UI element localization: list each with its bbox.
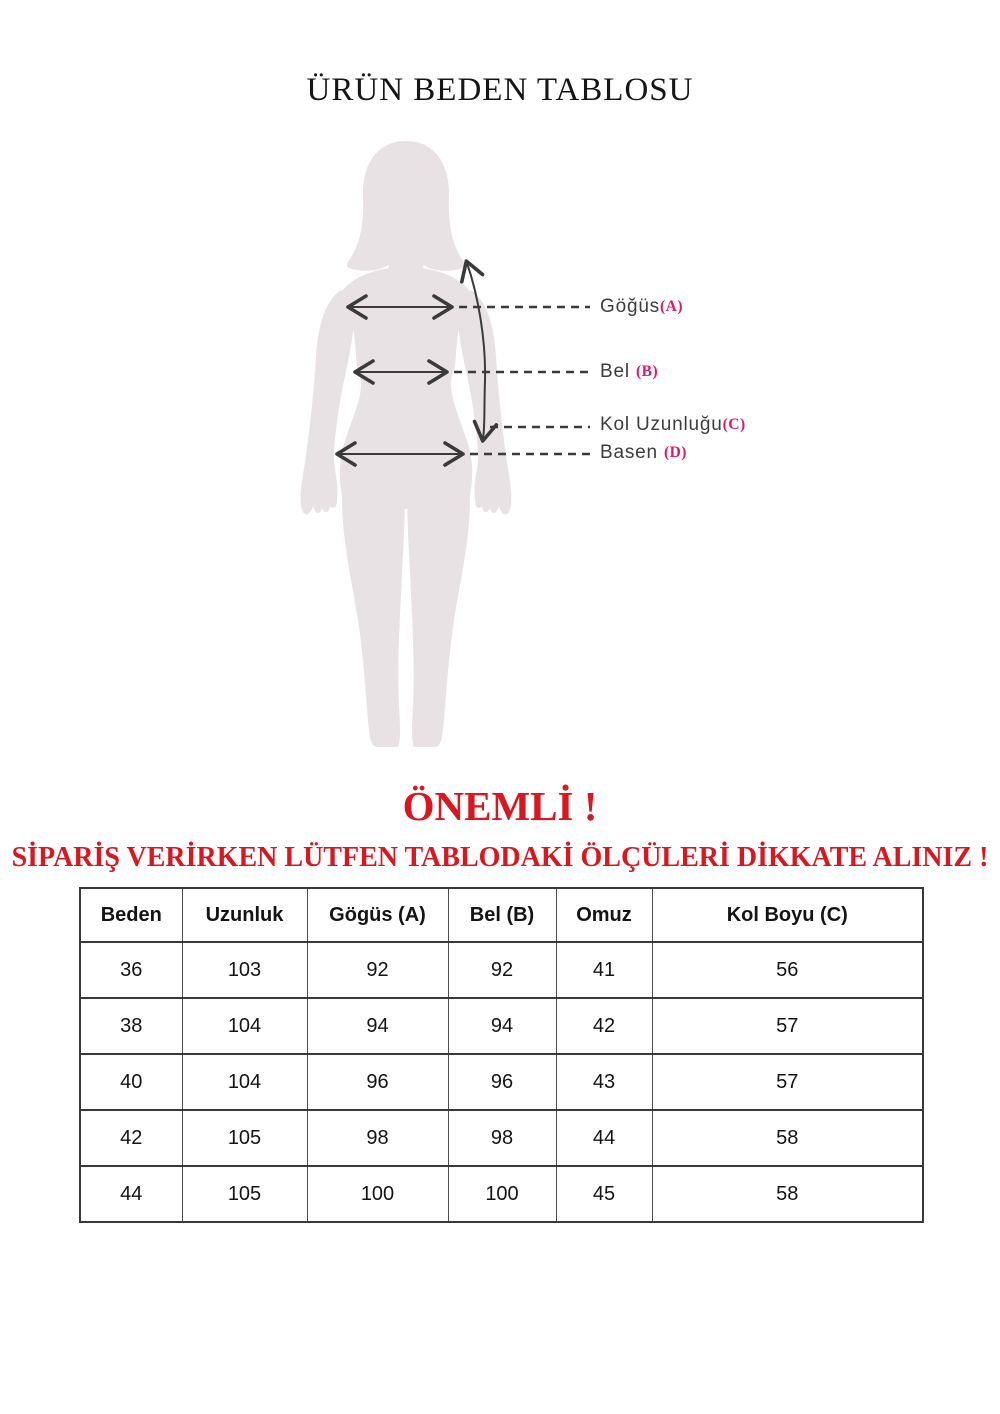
hip-label	[600, 442, 687, 465]
table-cell: 104	[182, 998, 307, 1054]
chest-label-text: Göğüs	[600, 296, 660, 317]
chest-label-marker: (A)	[659, 298, 684, 315]
silhouette-right-leg	[407, 466, 470, 747]
table-cell: 57	[652, 998, 923, 1054]
table-cell: 42	[80, 1110, 182, 1166]
silhouette-left-leg	[342, 466, 405, 747]
table-row	[80, 942, 923, 998]
size-table-header-row	[80, 888, 923, 942]
table-cell: 44	[556, 1110, 652, 1166]
table-cell: 44	[80, 1166, 182, 1222]
size-table-body	[80, 942, 923, 1222]
hip-label-text: Basen	[600, 442, 664, 463]
table-cell: 96	[307, 1054, 448, 1110]
arm-length-label-marker: (C)	[722, 416, 746, 433]
table-row	[80, 1110, 923, 1166]
table-cell: 104	[182, 1054, 307, 1110]
size-table	[79, 887, 924, 1223]
header-bel: Bel (B)	[448, 888, 556, 942]
waist-label	[600, 361, 658, 384]
table-cell: 58	[652, 1166, 923, 1222]
table-cell: 98	[307, 1110, 448, 1166]
table-cell: 100	[307, 1166, 448, 1222]
table-cell: 92	[307, 942, 448, 998]
table-cell: 40	[80, 1054, 182, 1110]
table-cell: 94	[448, 998, 556, 1054]
table-cell: 57	[652, 1054, 923, 1110]
table-row	[80, 1054, 923, 1110]
header-uzunluk: Uzunluk	[182, 888, 307, 942]
table-cell: 105	[182, 1110, 307, 1166]
table-row	[80, 1166, 923, 1222]
table-cell: 103	[182, 942, 307, 998]
body-measurement-diagram	[270, 130, 600, 770]
table-cell: 42	[556, 998, 652, 1054]
arm-length-label-text: Kol Uzunluğu	[600, 414, 723, 435]
header-gogus: Gögüs (A)	[307, 888, 448, 942]
table-cell: 43	[556, 1054, 652, 1110]
waist-label-text: Bel	[600, 361, 636, 382]
hip-label-marker: (D)	[663, 444, 687, 461]
page-title: ÜRÜN BEDEN TABLOSU	[306, 72, 694, 108]
chest-label	[600, 296, 683, 319]
table-cell: 96	[448, 1054, 556, 1110]
table-cell: 56	[652, 942, 923, 998]
table-row	[80, 998, 923, 1054]
warning-subheading: SİPARİŞ VERİRKEN LÜTFEN TABLODAKİ ÖLÇÜLERİ DİKKATE ALINIZ !	[11, 842, 989, 873]
header-omuz: Omuz	[556, 888, 652, 942]
table-cell: 92	[448, 942, 556, 998]
table-cell: 45	[556, 1166, 652, 1222]
body-silhouette	[301, 141, 512, 747]
table-cell: 36	[80, 942, 182, 998]
arm-length-label	[600, 414, 746, 437]
table-cell: 41	[556, 942, 652, 998]
important-heading: ÖNEMLİ !	[402, 783, 598, 829]
table-cell: 98	[448, 1110, 556, 1166]
table-cell: 105	[182, 1166, 307, 1222]
header-kol-boyu: Kol Boyu (C)	[652, 888, 923, 942]
table-cell: 94	[307, 998, 448, 1054]
header-beden: Beden	[80, 888, 182, 942]
table-cell: 100	[448, 1166, 556, 1222]
waist-label-marker: (B)	[635, 363, 659, 380]
table-cell: 58	[652, 1110, 923, 1166]
table-cell: 38	[80, 998, 182, 1054]
